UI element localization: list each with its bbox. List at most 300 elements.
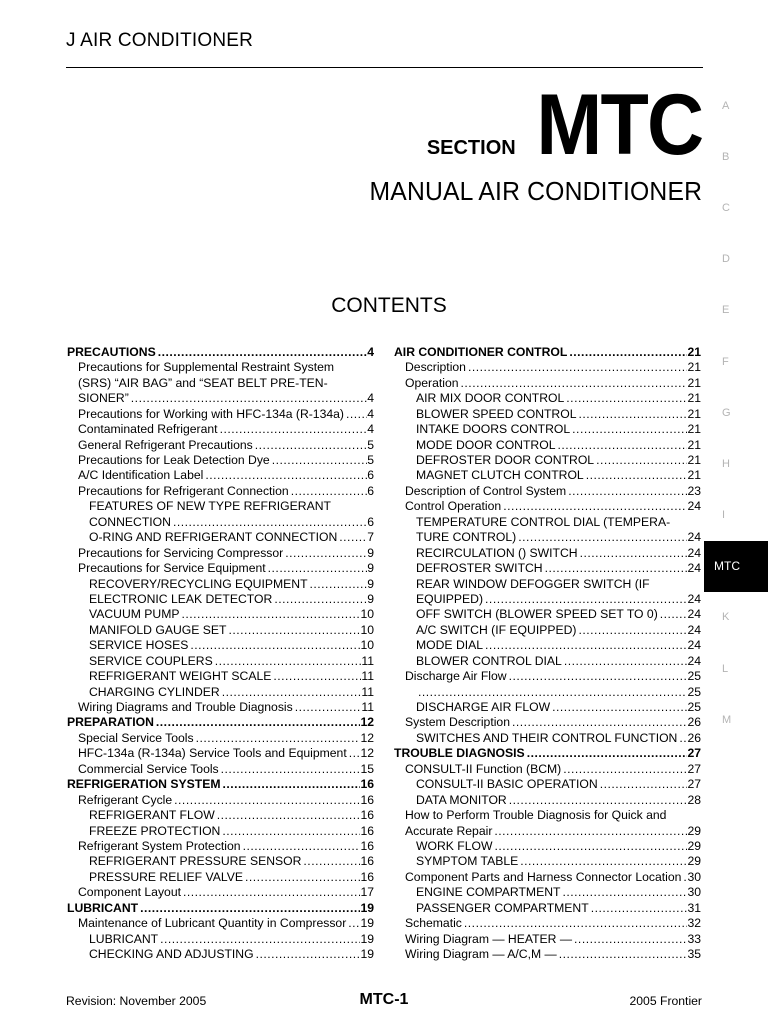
- toc-section-entry[interactable]: [67, 777, 374, 792]
- toc-entry-page: 16: [360, 777, 374, 792]
- toc-entry-page: 7: [367, 530, 374, 545]
- toc-entry-page: 6: [367, 514, 374, 529]
- toc-leader-dots: [337, 530, 367, 545]
- toc-leader-dots: [577, 407, 688, 422]
- toc-entry[interactable]: [67, 546, 374, 561]
- toc-entry: [394, 577, 701, 592]
- toc-leader-dots: [555, 438, 687, 453]
- toc-entry[interactable]: [394, 561, 701, 576]
- toc-entry-title: BLOWER SPEED CONTROL: [416, 406, 577, 421]
- toc-entry-title: RECIRCULATION () SWITCH: [416, 545, 578, 560]
- toc-entry-page: 19: [360, 916, 374, 931]
- toc-leader-dots: [507, 669, 688, 684]
- toc-leader-dots: [283, 546, 367, 561]
- toc-entry-page: 6: [367, 468, 374, 483]
- toc-leader-dots: [158, 932, 360, 947]
- toc-entry-page: 19: [360, 931, 374, 946]
- toc-leader-dots: [598, 777, 688, 792]
- section-tab-a[interactable]: A: [722, 99, 730, 112]
- toc-entry[interactable]: [67, 916, 374, 931]
- toc-leader-dots: [543, 561, 688, 576]
- toc-entry-page: 24: [687, 638, 701, 653]
- toc-entry[interactable]: [394, 700, 701, 715]
- toc-entry: [394, 515, 701, 530]
- toc-entry-page: 26: [687, 715, 701, 730]
- toc-entry-page: 4: [367, 344, 374, 359]
- toc-entry-page: 29: [687, 854, 701, 869]
- toc-entry-page: 25: [687, 700, 701, 715]
- section-index-tabs: [704, 80, 768, 745]
- toc-leader-dots: [466, 360, 687, 375]
- toc-entry[interactable]: [67, 438, 374, 453]
- toc-entry[interactable]: [394, 669, 701, 684]
- toc-entry-title: Precautions for Servicing Compressor: [78, 545, 284, 560]
- toc-leader-dots: [589, 901, 688, 916]
- toc-leader-dots: [308, 577, 368, 592]
- toc-entry[interactable]: [394, 360, 701, 375]
- toc-leader-dots: [572, 932, 687, 947]
- toc-entry-page: 28: [687, 792, 701, 807]
- toc-entry-title: CONSULT-II BASIC OPERATION: [416, 777, 598, 792]
- toc-entry-title: PREPARATION: [67, 715, 154, 730]
- toc-leader-dots: [289, 484, 368, 499]
- toc-leader-dots: [567, 345, 687, 360]
- toc-entry-title: Description: [405, 360, 466, 375]
- toc-entry[interactable]: [67, 947, 374, 962]
- toc-leader-dots: [459, 376, 688, 391]
- toc-entry[interactable]: [67, 453, 374, 468]
- toc-section-entry[interactable]: [67, 345, 374, 360]
- toc-entry: [394, 808, 701, 823]
- section-title: MANUAL AIR CONDITIONER: [369, 176, 702, 206]
- toc-entry-title: Accurate Repair: [405, 823, 493, 838]
- toc-entry-page: 11: [361, 653, 374, 668]
- toc-entry[interactable]: [67, 407, 374, 422]
- toc-leader-dots: [220, 777, 360, 792]
- toc-entry[interactable]: [394, 638, 701, 653]
- section-tab-c[interactable]: C: [722, 201, 730, 214]
- toc-leader-dots: [658, 607, 688, 622]
- section-code: MTC: [536, 77, 702, 173]
- toc-entry-title: Wiring Diagram — A/C,M —: [405, 947, 557, 962]
- toc-entry-page: 4: [367, 406, 374, 421]
- toc-entry-title: HFC-134a (R-134a) Service Tools and Equipment: [78, 746, 347, 761]
- toc-leader-dots: [493, 839, 688, 854]
- toc-entry-title: AIR CONDITIONER CONTROL: [394, 344, 568, 359]
- toc-entry[interactable]: [394, 777, 701, 792]
- toc-leader-dots: [218, 422, 368, 437]
- toc-entry-page: 30: [687, 869, 701, 884]
- toc-entry-page: 16: [360, 823, 374, 838]
- toc-entry[interactable]: [394, 546, 701, 561]
- toc-entry-title: DEFROSTER DOOR CONTROL: [416, 453, 595, 468]
- toc-entry-title: Refrigerant Cycle: [78, 792, 173, 807]
- toc-entry-page: 21: [687, 453, 701, 468]
- toc-leader-dots: [550, 700, 687, 715]
- toc-entry-page: 12: [360, 730, 374, 745]
- toc-entry-page: 32: [687, 916, 701, 931]
- toc-entry-title: MAGNET CLUTCH CONTROL: [416, 468, 584, 483]
- toc-entry-title: TROUBLE DIAGNOSIS: [394, 746, 525, 761]
- toc-entry-page: 24: [687, 653, 701, 668]
- toc-entry-title: Component Parts and Harness Connector Location: [405, 869, 682, 884]
- toc-entry[interactable]: [67, 731, 374, 746]
- toc-entry-title: Precautions for Service Equipment: [78, 561, 266, 576]
- toc-entry[interactable]: [394, 885, 701, 900]
- toc-entry[interactable]: [394, 870, 701, 885]
- toc-entry[interactable]: [394, 916, 701, 931]
- toc-entry-title: MODE DOOR CONTROL: [416, 437, 556, 452]
- toc-entry-title: REFRIGERANT WEIGHT SCALE: [89, 669, 272, 684]
- toc-entry-title: ELECTRONIC LEAK DETECTOR: [89, 591, 273, 606]
- toc-entry-page: 21: [687, 375, 701, 390]
- toc-entry-page: 27: [687, 746, 701, 761]
- toc-leader-dots: [180, 607, 361, 622]
- toc-entry-title: Component Layout: [78, 885, 181, 900]
- toc-entry[interactable]: [394, 901, 701, 916]
- toc-leader-dots: [254, 947, 361, 962]
- toc-entry[interactable]: [67, 870, 374, 885]
- toc-entry-page: 4: [367, 391, 374, 406]
- toc-entry-page: 25: [687, 669, 701, 684]
- toc-entry[interactable]: [394, 453, 701, 468]
- toc-entry[interactable]: [67, 607, 374, 622]
- toc-entry-title: VACUUM PUMP: [89, 607, 180, 622]
- toc-entry-title: ENGINE COMPARTMENT: [416, 885, 561, 900]
- toc-entry-title: DATA MONITOR: [416, 792, 507, 807]
- toc-entry-page: 9: [367, 576, 374, 591]
- toc-entry[interactable]: [394, 793, 701, 808]
- toc-leader-dots: [564, 391, 687, 406]
- toc-entry[interactable]: [67, 746, 374, 761]
- toc-entry[interactable]: [394, 484, 701, 499]
- toc-entry[interactable]: [67, 700, 374, 715]
- toc-left-column: [67, 345, 374, 963]
- toc-leader-dots: [483, 638, 687, 653]
- section-tab-mtc[interactable]: MTC: [704, 541, 768, 592]
- toc-leader-dots: [346, 916, 360, 931]
- toc-entry-page: 10: [360, 622, 374, 637]
- toc-entry-title: Control Operation: [405, 499, 502, 514]
- toc-entry-title: FREEZE PROTECTION: [89, 823, 221, 838]
- toc-entry-title: CHECKING AND ADJUSTING: [89, 947, 254, 962]
- toc-entry[interactable]: [394, 731, 701, 746]
- toc-entry[interactable]: [67, 824, 374, 839]
- toc-entry[interactable]: [67, 592, 374, 607]
- toc-entry[interactable]: [394, 469, 701, 484]
- toc-entry-title: EQUIPPED): [416, 591, 484, 606]
- toc-leader-dots: [171, 515, 367, 530]
- toc-leader-dots: [561, 762, 687, 777]
- toc-leader-dots: [518, 854, 687, 869]
- toc-entry-page: 19: [360, 900, 374, 915]
- toc-entry-title: MODE DIAL: [416, 638, 484, 653]
- toc-entry-title: O-RING AND REFRIGERANT CONNECTION: [89, 530, 338, 545]
- toc-entry[interactable]: [67, 669, 374, 684]
- toc-leader-dots: [181, 885, 360, 900]
- toc-entry-title: Wiring Diagram — HEATER —: [405, 931, 573, 946]
- toc-entry[interactable]: [67, 469, 374, 484]
- toc-leader-dots: [584, 468, 688, 483]
- toc-section-entry[interactable]: [67, 716, 374, 731]
- toc-entry[interactable]: [67, 391, 374, 406]
- toc-entry-title: MANIFOLD GAUGE SET: [89, 622, 227, 637]
- toc-entry-page: 11: [361, 684, 374, 699]
- toc-leader-dots: [492, 824, 687, 839]
- section-tab-g[interactable]: G: [722, 406, 731, 419]
- toc-entry[interactable]: [67, 623, 374, 638]
- toc-entry[interactable]: [394, 376, 701, 391]
- toc-entry-title: A/C SWITCH (IF EQUIPPED): [416, 622, 577, 637]
- toc-leader-dots: [266, 561, 368, 576]
- toc-entry-title: SERVICE COUPLERS: [89, 653, 213, 668]
- toc-entry-title: REFRIGERANT FLOW: [89, 808, 215, 823]
- toc-entry-page: 5: [367, 437, 374, 452]
- toc-entry-page: 17: [360, 885, 374, 900]
- toc-section-entry[interactable]: [67, 901, 374, 916]
- toc-leader-dots: [462, 916, 688, 931]
- section-tab-h[interactable]: H: [722, 457, 730, 470]
- model-name: 2005 Frontier: [629, 994, 702, 1008]
- toc-entry-title: INTAKE DOORS CONTROL: [416, 422, 571, 437]
- toc-entry[interactable]: [67, 577, 374, 592]
- section-tab-k[interactable]: K: [722, 611, 730, 624]
- toc-leader-dots: [172, 793, 360, 808]
- toc-entry-title: SIONER”: [78, 391, 129, 406]
- toc-entry-page: 24: [687, 561, 701, 576]
- page-footer: [66, 991, 702, 1008]
- toc-entry[interactable]: [394, 685, 701, 700]
- toc-leader-dots: [241, 839, 361, 854]
- toc-entry-page: 29: [687, 823, 701, 838]
- toc-entry[interactable]: [394, 592, 701, 607]
- toc-leader-dots: [578, 546, 688, 561]
- toc-entry-page: 30: [687, 885, 701, 900]
- page-number: MTC-1: [359, 991, 409, 1008]
- toc-entry-page: 10: [360, 638, 374, 653]
- toc-entry[interactable]: [394, 762, 701, 777]
- section-tab-b[interactable]: B: [722, 150, 730, 163]
- toc-entry-title: Schematic: [405, 916, 462, 931]
- toc-leader-dots: [576, 623, 687, 638]
- toc-leader-dots: [301, 854, 360, 869]
- toc-entry[interactable]: [394, 654, 701, 669]
- toc-entry[interactable]: [67, 685, 374, 700]
- toc-entry[interactable]: [67, 854, 374, 869]
- toc-entry-title: Precautions for Working with HFC-134a (R-134a): [78, 406, 344, 421]
- toc-entry-page: 10: [360, 607, 374, 622]
- top-rule: [66, 67, 703, 68]
- toc-entry-page: 9: [367, 545, 374, 560]
- toc-entry-page: 24: [687, 530, 701, 545]
- toc-entry-title: Description of Control System: [405, 483, 567, 498]
- toc-entry: [67, 360, 374, 375]
- contents-heading: CONTENTS: [331, 294, 447, 317]
- toc-entry-title: WORK FLOW: [416, 838, 493, 853]
- toc-entry-page: 9: [367, 591, 374, 606]
- toc-leader-dots: [271, 669, 361, 684]
- toc-entry[interactable]: [394, 839, 701, 854]
- section-tab-m[interactable]: M: [722, 713, 732, 726]
- toc-entry[interactable]: [394, 716, 701, 731]
- toc-entry-title: CHARGING CYLINDER: [89, 684, 220, 699]
- toc-entry[interactable]: [394, 407, 701, 422]
- toc-leader-dots: [156, 345, 368, 360]
- toc-entry-title: System Description: [405, 715, 510, 730]
- toc-leader-dots: [226, 623, 360, 638]
- toc-entry-page: 11: [361, 669, 374, 684]
- toc-entry[interactable]: [67, 839, 374, 854]
- toc-entry[interactable]: [67, 762, 374, 777]
- toc-entry-title: Special Service Tools: [78, 730, 194, 745]
- toc-entry-page: 21: [687, 391, 701, 406]
- toc-entry[interactable]: [67, 793, 374, 808]
- toc-leader-dots: [562, 654, 688, 669]
- toc-entry-title: Precautions for Supplemental Restraint System: [78, 360, 335, 375]
- toc-entry-title: FEATURES OF NEW TYPE REFRIGERANT: [89, 499, 331, 514]
- toc-leader-dots: [154, 715, 361, 730]
- section-header: [426, 77, 702, 173]
- toc-entry[interactable]: [67, 484, 374, 499]
- toc-entry-page: 21: [687, 344, 701, 359]
- toc-entry: [67, 376, 374, 391]
- toc-entry[interactable]: [67, 515, 374, 530]
- toc-entry-page: 31: [687, 900, 701, 915]
- toc-entry-title: TEMPERATURE CONTROL DIAL (TEMPERA-: [416, 514, 671, 529]
- toc-leader-dots: [243, 870, 360, 885]
- toc-entry[interactable]: [394, 947, 701, 962]
- toc-entry-page: 21: [687, 422, 701, 437]
- toc-entry[interactable]: [67, 654, 374, 669]
- toc-entry-title: SYMPTOM TABLE: [416, 854, 519, 869]
- toc-entry[interactable]: [67, 932, 374, 947]
- toc-leader-dots: [416, 685, 687, 700]
- toc-leader-dots: [344, 407, 367, 422]
- toc-entry[interactable]: [394, 623, 701, 638]
- toc-entry-title: CONSULT-II Function (BCM): [405, 761, 562, 776]
- toc-entry-page: 12: [360, 746, 374, 761]
- toc-entry-title: CONNECTION: [89, 514, 171, 529]
- section-tab-i[interactable]: I: [722, 509, 726, 522]
- toc-leader-dots: [219, 762, 361, 777]
- revision-date: Revision: November 2005: [66, 994, 207, 1008]
- toc-section-entry[interactable]: [394, 345, 701, 360]
- toc-entry-title: Operation: [405, 375, 459, 390]
- toc-entry-page: 16: [360, 854, 374, 869]
- toc-entry-page: 19: [360, 947, 374, 962]
- toc-entry[interactable]: [394, 499, 701, 514]
- toc-entry-title: Precautions for Leak Detection Dye: [78, 453, 270, 468]
- toc-entry-title: DEFROSTER SWITCH: [416, 561, 543, 576]
- toc-entry-title: REFRIGERATION SYSTEM: [67, 777, 221, 792]
- toc-entry-title: PASSENGER COMPARTMENT: [416, 900, 589, 915]
- toc-leader-dots: [557, 947, 688, 962]
- toc-entry-title: AIR MIX DOOR CONTROL: [416, 391, 565, 406]
- toc-entry-title: OFF SWITCH (BLOWER SPEED SET TO 0): [416, 607, 658, 622]
- toc-entry-page: 15: [360, 761, 374, 776]
- toc-leader-dots: [560, 885, 687, 900]
- section-word: SECTION: [426, 137, 516, 159]
- toc-entry-page: 5: [367, 453, 374, 468]
- toc-entry-page: 26: [687, 730, 701, 745]
- toc-entry[interactable]: [394, 391, 701, 406]
- toc-entry: [67, 499, 374, 514]
- toc-entry-title: Refrigerant System Protection: [78, 838, 241, 853]
- toc-entry[interactable]: [67, 530, 374, 545]
- toc-entry-title: Contaminated Refrigerant: [78, 422, 218, 437]
- toc-entry-title: DISCHARGE AIR FLOW: [416, 700, 551, 715]
- toc-entry-title: REFRIGERANT PRESSURE SENSOR: [89, 854, 302, 869]
- toc-entry-title: Commercial Service Tools: [78, 761, 219, 776]
- toc-leader-dots: [138, 901, 360, 916]
- toc-entry[interactable]: [394, 854, 701, 869]
- section-tab-f[interactable]: F: [722, 355, 729, 368]
- toc-entry-page: 16: [360, 838, 374, 853]
- toc-entry-title: REAR WINDOW DEFOGGER SWITCH (IF: [416, 576, 650, 591]
- toc-leader-dots: [188, 638, 360, 653]
- toc-entry[interactable]: [67, 422, 374, 437]
- toc-entry-page: 4: [367, 422, 374, 437]
- toc-entry-page: 21: [687, 437, 701, 452]
- toc-entry-title: Wiring Diagrams and Trouble Diagnosis: [78, 700, 293, 715]
- toc-entry-title: Maintenance of Lubricant Quantity in Compressor: [78, 916, 347, 931]
- toc-entry-page: 24: [687, 499, 701, 514]
- toc-leader-dots: [213, 654, 362, 669]
- toc-entry-page: 35: [687, 947, 701, 962]
- toc-entry-page: 27: [687, 777, 701, 792]
- toc-leader-dots: [510, 715, 687, 730]
- toc-entry-page: 33: [687, 931, 701, 946]
- toc-entry-page: 21: [687, 468, 701, 483]
- toc-entry[interactable]: [394, 438, 701, 453]
- toc-section-entry[interactable]: [394, 746, 701, 761]
- toc-entry[interactable]: [394, 422, 701, 437]
- toc-leader-dots: [507, 793, 688, 808]
- toc-leader-dots: [253, 438, 367, 453]
- toc-entry-title: Precautions for Refrigerant Connection: [78, 483, 289, 498]
- toc-entry-title: A/C Identification Label: [78, 468, 204, 483]
- section-tab-e[interactable]: E: [722, 304, 730, 317]
- toc-entry-title: LUBRICANT: [67, 900, 139, 915]
- toc-entry-title: PRESSURE RELIEF VALVE: [89, 869, 243, 884]
- toc-entry[interactable]: [67, 561, 374, 576]
- toc-entry[interactable]: [394, 824, 701, 839]
- toc-entry-page: 6: [367, 483, 374, 498]
- toc-entry-page: 16: [360, 808, 374, 823]
- toc-leader-dots: [270, 453, 368, 468]
- toc-entry[interactable]: [67, 638, 374, 653]
- toc-leader-dots: [129, 391, 367, 406]
- toc-entry-title: (SRS) “AIR BAG” and “SEAT BELT PRE-TEN-: [78, 375, 328, 390]
- toc-entry[interactable]: [67, 885, 374, 900]
- toc-entry-page: 12: [360, 715, 374, 730]
- toc-entry-title: SERVICE HOSES: [89, 638, 189, 653]
- toc-entry[interactable]: [394, 530, 701, 545]
- toc-leader-dots: [293, 700, 362, 715]
- toc-entry-title: PRECAUTIONS: [67, 344, 156, 359]
- section-tab-d[interactable]: D: [722, 253, 730, 266]
- toc-entry[interactable]: [67, 808, 374, 823]
- group-title: J AIR CONDITIONER: [66, 30, 254, 51]
- toc-entry[interactable]: [394, 607, 701, 622]
- toc-entry-page: 27: [687, 761, 701, 776]
- toc-entry-title: BLOWER CONTROL DIAL: [416, 653, 562, 668]
- toc-leader-dots: [525, 746, 688, 761]
- toc-entry-page: 21: [687, 406, 701, 421]
- toc-entry[interactable]: [394, 932, 701, 947]
- toc-entry-title: SWITCHES AND THEIR CONTROL FUNCTION: [416, 730, 678, 745]
- section-tab-l[interactable]: L: [722, 662, 729, 675]
